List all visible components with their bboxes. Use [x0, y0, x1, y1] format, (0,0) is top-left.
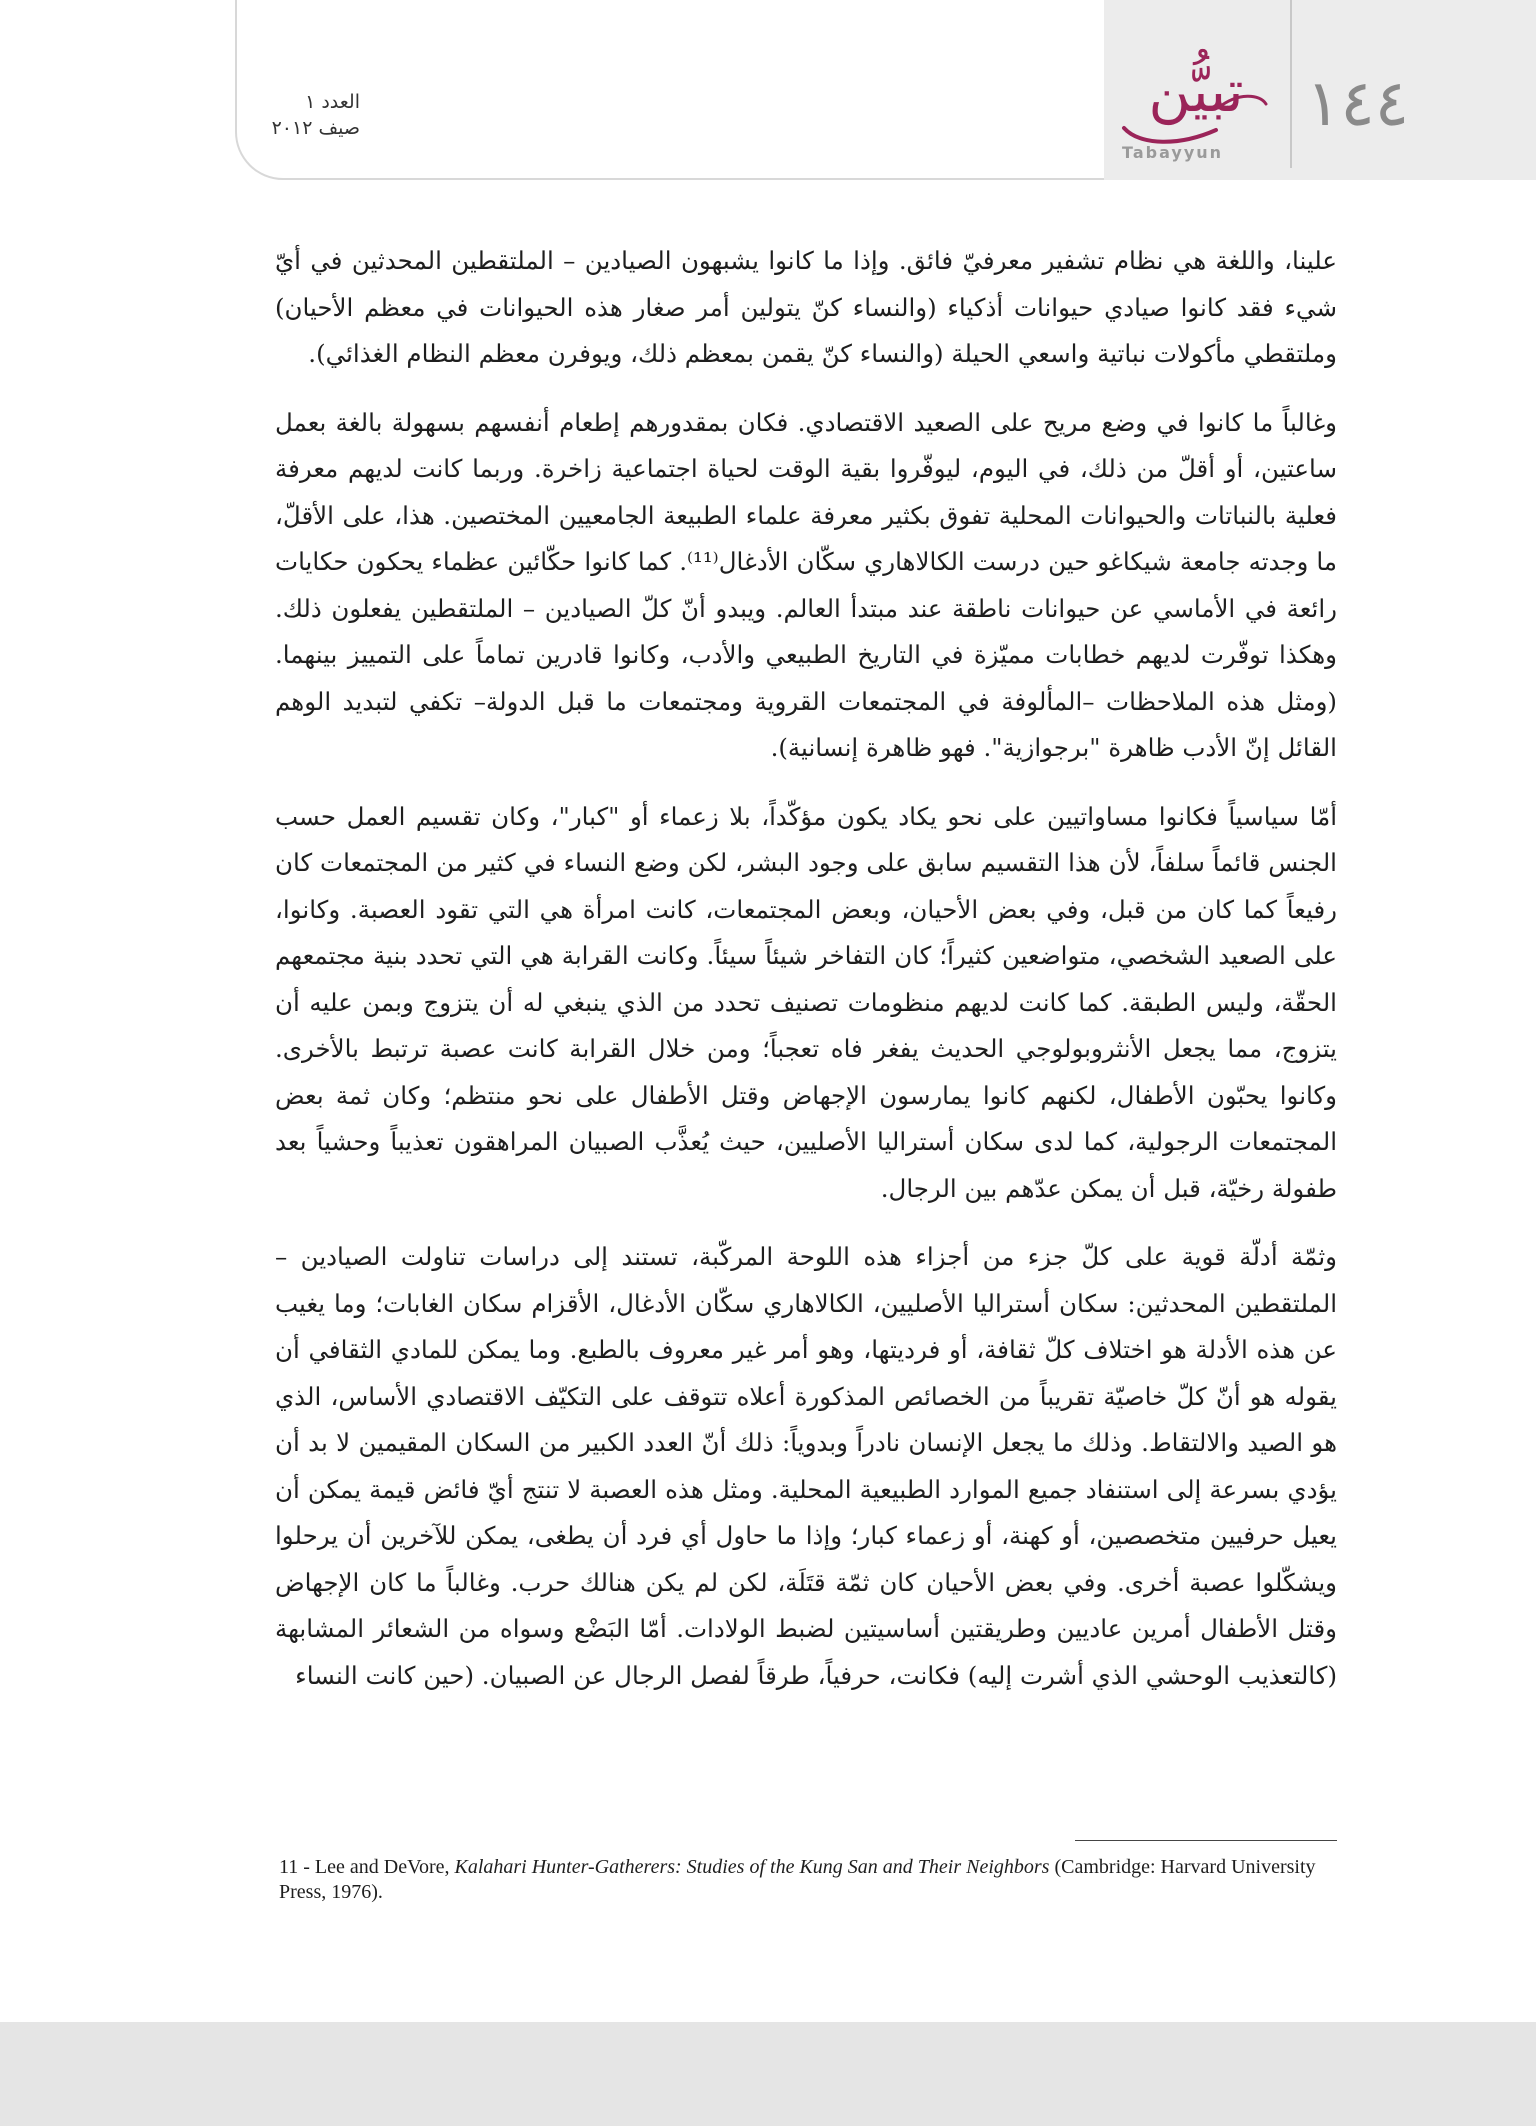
issue-info: [260, 90, 360, 141]
paragraph: علينا، واللغة هي نظام تشفير معرفيّ فائق. وإذا ما كانوا يشبهون الصيادين – الملتقطين المحدثين في أيّ شيء فقد كانوا صيادي حيوانات أذكياء (والنساء كنّ يتولين أمر صغار هذه الحيوانات في معظم الأحيان) وملتقطي مأكولات نباتية واسعي الحيلة (والنساء كنّ يقمن بمعظم ذلك، ويوفرن معظم النظام الغذائي).: [275, 246, 1337, 368]
footnote-divider: [1075, 1840, 1337, 1841]
page-number: ١٤٤: [1306, 67, 1410, 141]
issue-season: صيف ٢٠١٢: [271, 116, 360, 139]
article-body: [275, 238, 1337, 1721]
footnote-book-title: Kalahari Hunter-Gatherers: Studies of the Kung San and Their Neighbors: [454, 1856, 1050, 1878]
logo-swoosh-icon: [1120, 88, 1270, 148]
paragraph: وثمّة أدلّة قوية على كلّ جزء من أجزاء هذه اللوحة المركّبة، تستند إلى دراسات تناولت الصيادين – الملتقطين المحدثين: سكان أستراليا الأصليين، الكالاهاري سكّان الأدغال، الأقزام سكان الغابات؛ وما يغيب عن هذه الأدلة هو اختلاف كلّ ثقافة، أو فرديتها، وهو أمر غير معروف بالطبع. وما يمكن للمادي الثقافي أن يقوله هو أنّ كلّ خاصيّة تقريباً من الخصائص المذكورة أعلاه تتوقف على التكيّف الاقتصادي الأساس، الذي هو الصيد والالتقاط. وذلك ما يجعل الإنسان نادراً وبدوياً: ذلك أنّ العدد الكبير من السكان المقيمين لا بد أن يؤدي بسرعة إلى استنفاد جميع الموارد الطبيعية المحلية. ومثل هذه العصبة لا تنتج أيّ فائض قيمة يمكن أن يعيل حرفيين متخصصين، أو كهنة، أو زعماء كبار؛ وإذا ما حاول أي فرد أن يطغى، يمكن للآخرين أن يرحلوا ويشكّلوا عصبة أخرى. وفي بعض الأحيان كان ثمّة قتَلَة، لكن لم يكن هنالك حرب. وغالباً ما كان الإجهاض وقتل الأطفال أمرين عاديين وطريقتين أساسيتين لضبط الولادات. أمّا البَضْع وسواه من الشعائر المشابهة (كالتعذيب الوحشي الذي أشرت إليه) فكانت، حرفياً، طرقاً لفصل الرجال عن الصبيان. (حين كانت النساء: [275, 1242, 1337, 1690]
header-divider: [1290, 0, 1292, 168]
paragraph: أمّا سياسياً فكانوا مساواتيين على نحو يكاد يكون مؤكّداً، بلا زعماء أو "كبار"، وكان تقسيم العمل حسب الجنس قائماً سلفاً، لأن هذا التقسيم سابق على وجود البشر، لكن وضع النساء في كثير من المجتمعات كان رفيعاً كما كان من قبل، وفي بعض الأحيان، وبعض المجتمعات، كانت امرأة هي التي تقود العصبة. وكانوا، على الصعيد الشخصي، متواضعين كثيراً؛ كان التفاخر شيئاً سيئاً. وكانت القرابة هي التي تحدد بنية مجتمعهم الحقّة، وليس الطبقة. كما كانت لديهم منظومات تصنيف تحدد من الذي ينبغي له أن يتزوج وبمن عليه أن يتزوج، مما يجعل الأنثروبولوجي الحديث يفغر فاه تعجباً؛ ومن خلال القرابة كانت عصبة ترتبط بالأخرى. وكانوا يحبّون الأطفال، لكنهم كانوا يمارسون الإجهاض وقتل الأطفال على نحو منتظم؛ وكان ثمة بعض المجتمعات الرجولية، كما لدى سكان أستراليا الأصليين، حيث يُعذَّب الصبيان المراهقون تعذيباً وحشياً بعد طفولة رخيّة، قبل أن يمكن عدّهم بين الرجال.: [275, 801, 1337, 1203]
footnote-suffix: (Cambridge: Harvard University Press, 1976).: [279, 1856, 1316, 1903]
footnote-prefix: 11 - Lee and DeVore,: [279, 1856, 455, 1878]
issue-label: العدد ١: [305, 91, 360, 113]
paragraph: وغالباً ما كانوا في وضع مريح على الصعيد الاقتصادي. فكان بمقدورهم إطعام أنفسهم بسهولة بالغة بعمل ساعتين، أو أقلّ من ذلك، في اليوم، ليوفّروا بقية الوقت لحياة اجتماعية زاخرة. وربما كانت لديهم معرفة فعلية بالنباتات والحيوانات المحلية تفوق بكثير معرفة علماء الطبيعة الجامعيين المختصين. هذا، على الأقلّ، ما وجدته جامعة شيكاغو حين درست الكالاهاري سكّان الأدغال⁽¹¹⁾. كما كانوا حكّائين عظماء يحكون حكايات رائعة في الأماسي عن حيوانات ناطقة عند مبتدأ العالم. ويبدو أنّ كلّ الصيادين – الملتقطين يفعلون ذلك. وهكذا توفّرت لديهم خطابات مميّزة في التاريخ الطبيعي والأدب، وكانوا قادرين تماماً على التمييز بينهما. (ومثل هذه الملاحظات –المألوفة في المجتمعات القروية ومجتمعات ما قبل الدولة– تكفي لتبديد الوهم القائل إنّ الأدب ظاهرة "برجوازية". فهو ظاهرة إنسانية).: [275, 407, 1338, 762]
journal-logo: تبيُّن: [1148, 57, 1244, 125]
page-footer-band: [0, 2022, 1536, 2126]
footnote: [279, 1855, 1337, 1905]
journal-logo-latin: Tabayyun: [1122, 143, 1224, 162]
